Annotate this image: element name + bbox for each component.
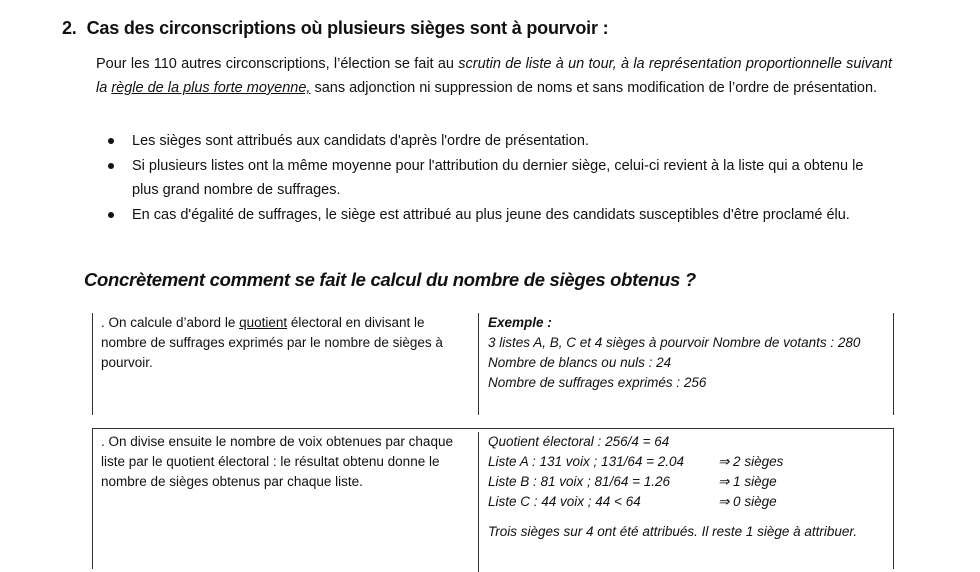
table-row [92, 428, 894, 569]
list-item: En cas d'égalité de suffrages, le siège est attribué au plus jeune des candidats susceptibles d'être proclamé élu. [96, 203, 886, 227]
list-result-row [488, 472, 890, 492]
section-number: 2. [62, 18, 77, 38]
list-item: Les sièges sont attribués aux candidats d'après l'ordre de présentation. [96, 129, 886, 153]
section-heading [62, 18, 608, 39]
list-calc: Liste C : 44 voix ; 44 < 64 [488, 494, 641, 509]
conclusion-text: Trois sièges sur 4 ont été attribués. Il reste 1 siège à attribuer. [488, 524, 858, 539]
list-result-row [488, 492, 890, 512]
intro-text-end: sans adjonction ni suppression de noms et sans modification de l’ordre de présentation. [310, 80, 878, 96]
question-heading: Concrètement comment se fait le calcul du nombre de sièges obtenus ? [84, 269, 696, 290]
section-title: Cas des circonscriptions où plusieurs sièges sont à pourvoir : [86, 18, 609, 38]
row2-example [478, 432, 890, 572]
list-calc: Liste B : 81 voix ; 81/64 = 1.26 [488, 474, 670, 489]
row2-explanation: . On divise ensuite le nombre de voix obtenues par chaque liste par le quotient électoral : le résultat obtenu donne le nombre de sièges obtenus par chaque liste. [101, 434, 453, 489]
list-result: ⇒ 1 siège [718, 474, 777, 489]
list-item: Si plusieurs listes ont la même moyenne pour l'attribution du dernier siège, celui-ci revient à la liste qui a obtenu le plus grand nombre de suffrages. [96, 154, 886, 202]
list-result-row [488, 452, 890, 472]
spacer [488, 512, 890, 522]
intro-scrutin-italic: scrutin de liste à un tour, à la représentation proportionnelle suivant la [96, 56, 893, 96]
row1-text-prefix: . On calcule d’abord le [101, 315, 240, 330]
example-line: Nombre de suffrages exprimés : 256 [488, 375, 707, 390]
example-line: Nombre de blancs ou nuls : 24 [488, 355, 672, 370]
table-row [92, 313, 894, 415]
list-result: ⇒ 0 siège [718, 494, 777, 509]
row1-quotient-underlined: quotient [239, 315, 288, 330]
intro-text-start: Pour les 110 autres circonscriptions, l’élection se fait au [96, 56, 459, 72]
row1-explanation [101, 313, 473, 373]
intro-paragraph [96, 52, 892, 100]
example-title: Exemple : [488, 315, 552, 330]
example-line: 3 listes A, B, C et 4 sièges à pourvoir Nombre de votants : 280 [488, 335, 861, 350]
row1-example [478, 313, 890, 415]
list-calc: Liste A : 131 voix ; 131/64 = 2.04 [488, 454, 685, 469]
intro-regle-underlined: règle de la plus forte moyenne, [111, 80, 311, 96]
rules-list [96, 129, 886, 228]
list-result: ⇒ 2 sièges [718, 454, 784, 469]
row1-text-electoral: électoral [287, 315, 342, 330]
quotient-line: Quotient électoral : 256/4 = 64 [488, 434, 670, 449]
row1-text-suffix: en divisant le nombre de suffrages exprimés par le nombre de sièges à pourvoir. [101, 315, 443, 370]
